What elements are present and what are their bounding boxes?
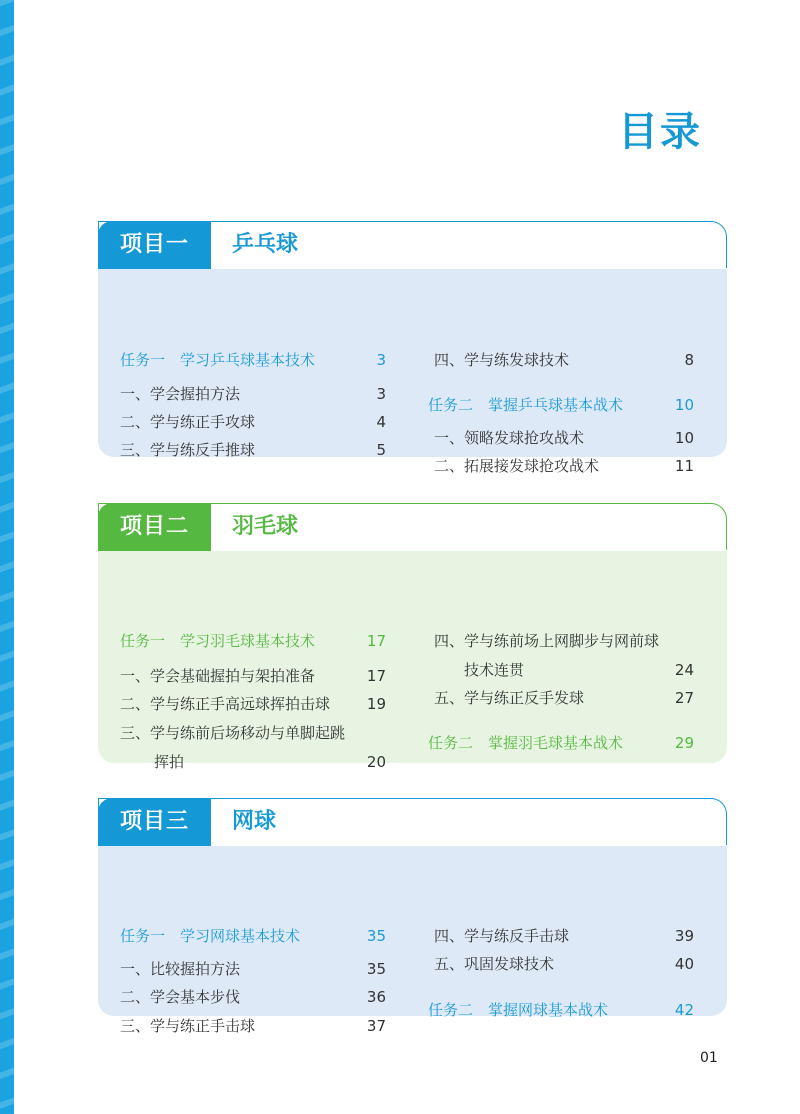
toc-entry[interactable]: 四、学与练反手击球	[434, 927, 570, 945]
section-tag: 项目二	[98, 503, 211, 551]
section-tag: 项目三	[98, 798, 211, 846]
toc-page-number: 19	[366, 695, 386, 713]
toc-entry[interactable]: 四、学与练发球技术	[434, 351, 570, 369]
toc-page-number: 20	[366, 753, 386, 771]
section-tag: 项目一	[98, 221, 211, 269]
toc-page-number: 35	[366, 960, 386, 978]
toc-entry[interactable]: 五、巩固发球技术	[434, 955, 555, 973]
toc-page-number: 24	[674, 661, 694, 679]
toc-entry[interactable]: 三、学与练正手击球	[120, 1017, 256, 1035]
toc-entry[interactable]: 二、学与练正手攻球	[120, 413, 256, 431]
section-tennis	[98, 798, 727, 1035]
toc-entry[interactable]: 三、学与练前后场移动与单脚起跳	[120, 724, 346, 742]
decorative-side-strip	[0, 0, 14, 1114]
toc-page-number: 29	[674, 734, 694, 752]
toc-entry[interactable]: 三、学与练反手推球	[120, 441, 256, 459]
toc-entry[interactable]: 一、比较握拍方法	[120, 960, 241, 978]
section-header	[98, 798, 727, 846]
section-badminton	[98, 503, 727, 771]
toc-page-number: 5	[376, 441, 386, 459]
toc-page-number: 10	[674, 429, 694, 447]
section-name: 网球	[232, 809, 277, 834]
toc-entry[interactable]: 一、学会基础握拍与架拍准备	[120, 667, 316, 685]
toc-task-entry[interactable]: 任务一 学习网球基本技术	[120, 927, 301, 945]
toc-page-number: 27	[674, 689, 694, 707]
section-header	[98, 221, 727, 269]
toc-task-entry[interactable]: 任务一 学习乒乓球基本技术	[120, 351, 316, 369]
toc-page-number: 11	[674, 457, 694, 475]
toc-page-number: 37	[366, 1017, 386, 1035]
toc-page-number: 3	[376, 351, 386, 369]
page-title: 目录	[618, 109, 702, 155]
section-body	[98, 269, 727, 475]
toc-entry-continued[interactable]: 技术连贯	[464, 661, 525, 679]
section-body	[98, 846, 727, 1035]
toc-page-number: 36	[366, 988, 386, 1006]
toc-page-number: 42	[674, 1001, 694, 1019]
toc-page-number: 10	[674, 396, 694, 414]
toc-entry[interactable]: 一、领略发球抢攻战术	[434, 429, 585, 447]
toc-task-entry[interactable]: 任务一 学习羽毛球基本技术	[120, 632, 316, 650]
toc-page-number: 39	[674, 927, 694, 945]
toc-task-entry[interactable]: 任务二 掌握乒乓球基本战术	[428, 396, 624, 414]
toc-entry[interactable]: 四、学与练前场上网脚步与网前球	[434, 632, 660, 650]
toc-page-number: 35	[366, 927, 386, 945]
toc-task-entry[interactable]: 任务二 掌握羽毛球基本战术	[428, 734, 624, 752]
toc-entry[interactable]: 二、拓展接发球抢攻战术	[434, 457, 600, 475]
toc-entry-continued[interactable]: 挥拍	[154, 753, 185, 771]
toc-page-number: 40	[674, 955, 694, 973]
toc-entry[interactable]: 二、学会基本步伐	[120, 988, 241, 1006]
toc-entry[interactable]: 二、学与练正手高远球挥拍击球	[120, 695, 331, 713]
toc-task-entry[interactable]: 任务二 掌握网球基本战术	[428, 1001, 609, 1019]
page-number: 01	[700, 1050, 718, 1066]
section-pingpong	[98, 221, 727, 475]
toc-entry[interactable]: 一、学会握拍方法	[120, 385, 241, 403]
toc-page-number: 17	[366, 632, 386, 650]
toc-page-number: 8	[684, 351, 694, 369]
section-body	[98, 551, 727, 771]
section-name: 羽毛球	[232, 514, 299, 539]
toc-page-number: 3	[376, 385, 386, 403]
toc-page-number: 4	[376, 413, 386, 431]
section-name: 乒乓球	[232, 232, 299, 257]
section-header	[98, 503, 727, 551]
toc-page-number: 17	[366, 667, 386, 685]
toc-entry[interactable]: 五、学与练正反手发球	[434, 689, 585, 707]
